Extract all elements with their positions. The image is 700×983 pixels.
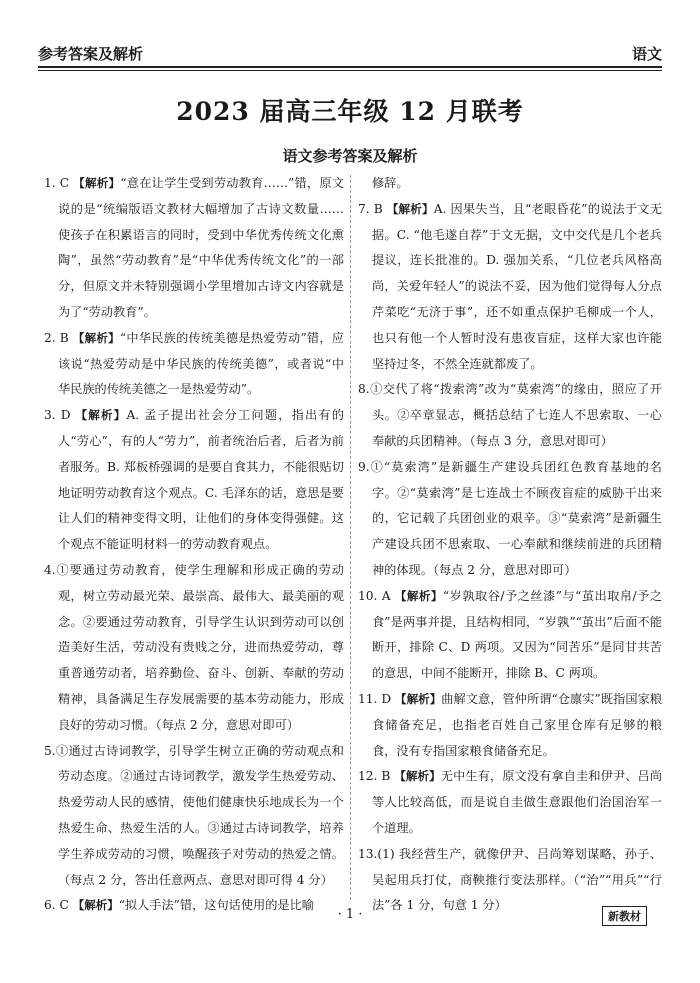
answer-item: 11. D 【解析】曲解文意，管仲所谓“仓廪实”既指国家粮食储备充足，也指老百姓自己家里仓库有足够的粮食，没有专指国家粮食储备充足。 <box>358 691 663 758</box>
main-title: 2023 届高三年级 12 月联考 <box>176 97 524 126</box>
answer-item: 3. D 【解析】A. 孟子提出社会分工问题，指出有的人“劳心”，有的人“劳力”，前者统治后者，后者为前者服务。B. 郑板桥强调的是要自食其力，不能很贴切地证明劳动教育这个观点。C. 毛泽东的话，意思是要让人们的精神变得文明，让他们的身体变得强健。这个观点不能证明材料一的劳动教育观点。 <box>44 408 345 552</box>
answer-item: 2. B 【解析】“中华民族的传统美德是热爱劳动”错，应该说“热爱劳动是中华民族的传统美德”，或者说“中华民族的传统美德之一是热爱劳动”。 <box>44 330 344 397</box>
header-right: 语文 <box>631 45 662 63</box>
edition-badge: 新教材 <box>602 906 647 926</box>
left-column <box>44 171 344 919</box>
sub-title: 语文参考答案及解析 <box>282 147 418 165</box>
answer-item: 9.①“莫索湾”是新疆生产建设兵团红色教育基地的名字。②“莫索湾”是七连战士不顾夜盲症的威胁干出来的，它记载了兵团创业的艰辛。③“莫索湾”是新疆生产建设兵团不思索取、一心奉献和继续前进的兵团精神的体现。（每点 2 分，意思对即可） <box>358 459 662 577</box>
answer-item: 5.①通过古诗词教学，引导学生树立正确的劳动观点和劳动态度。②通过古诗词教学，激发学生热爱劳动、热爱劳动人民的感情，使他们健康快乐地成长为一个热爱生命、热爱生活的人。③通过古诗词教学，培养学生养成劳动的习惯，唤醒孩子对劳动的热爱之情。（每点 2 分，答出任意两点、意思对即可得 4 分） <box>44 743 344 887</box>
answer-item: 6. C 【解析】“拟人手法”错，这句话使用的是比喻 <box>44 898 314 913</box>
answer-item: 12. B 【解析】无中生有，原文没有拿自圭和伊尹、吕尚等人比较高低，而是说自圭做生意跟他们治国治军一个道理。 <box>358 769 663 835</box>
header-left: 参考答案及解析 <box>38 45 144 63</box>
answer-item-continued: 修辞。 <box>372 176 409 190</box>
answer-item: 4.①要通过劳动教育，使学生理解和形成正确的劳动观，树立劳动最光荣、最崇高、最伟大、最美丽的观念。②要通过劳动教育，引导学生认识到劳动可以创造美好生活，劳动没有贵贱之分，进而热爱劳动，尊重普通劳动者，培养勤俭、奋斗、创新、奉献的劳动精神，具备满足生存发展需要的基本劳动能力，形成良好的劳动习惯。（每点 2 分，意思对即可） <box>44 562 344 732</box>
answer-item: 7. B 【解析】A. 因果失当，且“老眼昏花”的说法于文无据。C. “他毛遂自荐”于文无据，文中交代是几个老兵提议，连长批准的。D. 强加关系，“几位老兵风格高尚，关爱年轻人”的说法不妥，因为他们觉得每人分点芹菜吃“无济于事”，还不如重点保护毛柳成一个人，也只有他一个人暂时没有患夜盲症，这样大家也许能坚持过冬，不然全连就都废了。 <box>358 201 663 371</box>
answer-item: 8.①交代了将“拨索湾”改为“莫索湾”的缘由，照应了开头。②卒章显志，概括总结了七连人不思索取、一心奉献的兵团精神。（每点 3 分，意思对即可） <box>358 382 662 448</box>
answer-item: 13.(1) 我经营生产，就像伊尹、吕尚筹划谋略，孙子、吴起用兵打仗，商鞅推行变法那样。（“治”“用兵”“行法”各 1 分，句意 1 分） <box>358 846 662 913</box>
column-divider <box>350 175 351 900</box>
page-header <box>38 38 662 64</box>
answer-item: 10. A 【解析】“岁孰取谷/予之丝漆”与“茧出取帛/予之食”是两事并提，且结构相同，“岁孰”“茧出”后面不能断开，排除 C、D 两项。又因为“同苦乐”是同甘共苦的意思，中间不能断开，排除 B、C 两项。 <box>358 588 663 681</box>
page-number: · 1 · <box>337 907 363 922</box>
answer-item: 1. C 【解析】“意在让学生受到劳动教育……”错，原文说的是“统编版语文教材大幅增加了古诗文数量……使孩子在积累语言的同时，受到中华优秀传统文化熏陶”，虽然“劳动教育”是“中华优秀传统文化”的一部分，但原文并未特别强调小学里增加古诗文内容就是为了“劳动教育”。 <box>44 176 345 319</box>
right-column <box>358 171 662 919</box>
header-rule <box>38 66 662 71</box>
